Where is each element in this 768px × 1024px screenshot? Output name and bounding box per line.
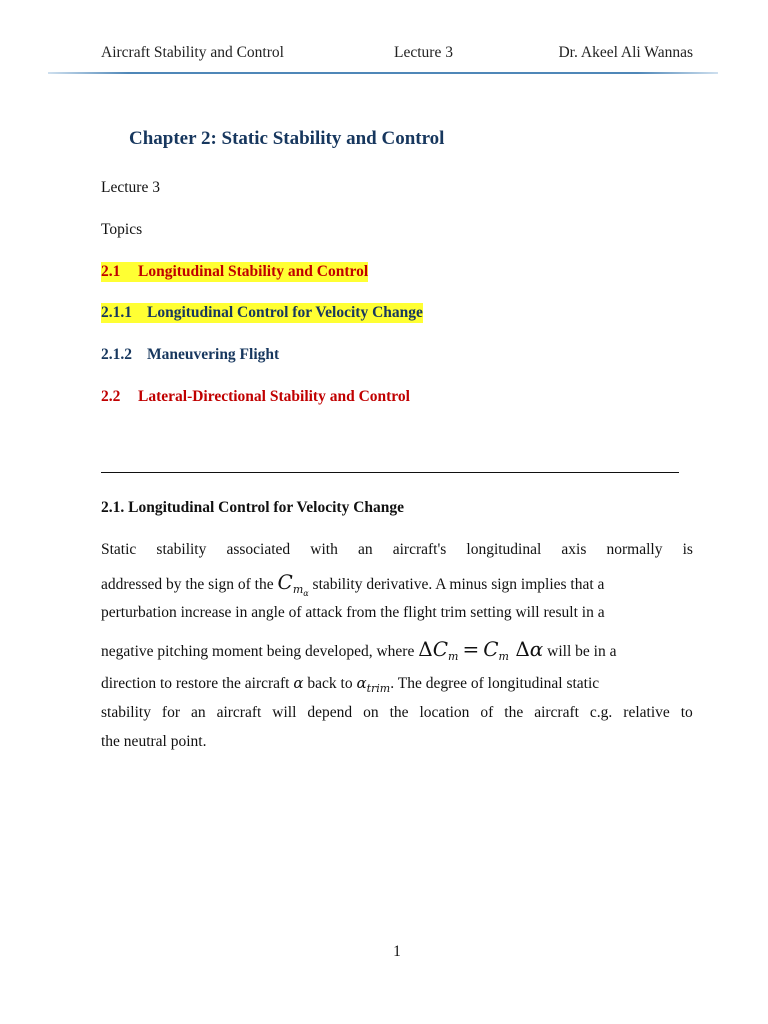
header-rule: [48, 72, 718, 74]
topic-2-2: [101, 387, 410, 407]
text-run: will be in a: [543, 643, 617, 660]
math-c: C: [277, 570, 293, 594]
word: c.g.: [589, 704, 613, 721]
math-m: m: [448, 650, 459, 663]
paragraph-line-2: [101, 570, 693, 598]
chapter-title: Chapter 2: Static Stability and Control: [129, 128, 445, 149]
word: axis: [561, 541, 587, 558]
paragraph-line-3: perturbation increase in angle of attack from the flight trim setting will result in a: [101, 604, 605, 621]
section-heading: 2.1. Longitudinal Control for Velocity Change: [101, 499, 405, 516]
math-alpha: α: [293, 674, 304, 692]
topic-title: Lateral-Directional Stability and Control: [138, 388, 410, 405]
topic-number: 2.1.1: [101, 304, 132, 321]
word: for: [161, 704, 180, 721]
topic-number: 2.2: [101, 388, 121, 405]
paragraph-line-7: the neutral point.: [101, 733, 207, 750]
word: on: [363, 704, 379, 721]
word: stability: [101, 704, 151, 721]
math-trim: trim: [366, 682, 391, 695]
topic-title: Longitudinal Stability and Control: [138, 263, 369, 280]
word: location: [419, 704, 470, 721]
math-c: C: [432, 637, 448, 661]
lecture-label: Lecture 3: [101, 179, 160, 196]
math-delta: Δ: [515, 637, 530, 661]
word: will: [272, 704, 297, 721]
word: with: [310, 541, 338, 558]
word: the: [389, 704, 409, 721]
header-author: Dr. Akeel Ali Wannas: [558, 44, 693, 61]
math-equals: =: [462, 637, 480, 661]
word: is: [682, 541, 693, 558]
paragraph-line-5: [101, 674, 693, 695]
word: aircraft: [216, 704, 262, 721]
math-c: C: [483, 637, 499, 661]
word: aircraft: [534, 704, 579, 721]
word: an: [357, 541, 373, 558]
page-number: 1: [393, 943, 401, 960]
topic-title: Maneuvering Flight: [147, 346, 280, 363]
text-run: stability derivative. A minus sign implies that a: [308, 576, 605, 593]
word: the: [504, 704, 524, 721]
word: associated: [226, 541, 291, 558]
header-lecture: Lecture 3: [394, 44, 453, 61]
word: Static: [101, 541, 137, 558]
delta-cm-equation: [418, 637, 543, 661]
paragraph-line-4: [101, 637, 693, 663]
topic-2-1-1: [101, 303, 423, 323]
math-alpha: α: [529, 637, 544, 661]
word: to: [680, 704, 693, 721]
word: stability: [156, 541, 207, 558]
topic-number: 2.1.2: [101, 346, 132, 363]
word: aircraft's: [392, 541, 447, 558]
text-run: back to: [303, 675, 357, 692]
text-run: addressed by the sign of the: [101, 576, 278, 593]
math-alpha: α: [356, 674, 367, 692]
word: depend: [307, 704, 353, 721]
section-separator: [101, 472, 679, 473]
topics-label: Topics: [101, 221, 143, 238]
topic-2-1: [101, 262, 368, 282]
running-header: [101, 44, 693, 64]
math-alpha: α: [303, 589, 309, 598]
paragraph-line-1: [101, 541, 693, 559]
word: of: [480, 704, 494, 721]
header-course-title: Aircraft Stability and Control: [101, 44, 284, 61]
text-run: negative pitching moment being developed, where: [101, 643, 419, 660]
math-delta: Δ: [418, 637, 433, 661]
math-m: m: [498, 650, 509, 663]
text-run: direction to restore the aircraft: [101, 675, 294, 692]
topic-number: 2.1: [101, 263, 121, 280]
paragraph-line-6: [101, 704, 693, 722]
word: normally: [606, 541, 663, 558]
math-m: m: [292, 583, 304, 596]
word: longitudinal: [466, 541, 542, 558]
cm-alpha-symbol: [277, 570, 309, 598]
topic-2-1-2: [101, 345, 279, 365]
word: an: [190, 704, 206, 721]
alpha-trim-symbol: [356, 674, 391, 695]
text-run: . The degree of longitudinal static: [390, 675, 600, 692]
topic-title: Longitudinal Control for Velocity Change: [147, 304, 423, 321]
word: relative: [623, 704, 670, 721]
